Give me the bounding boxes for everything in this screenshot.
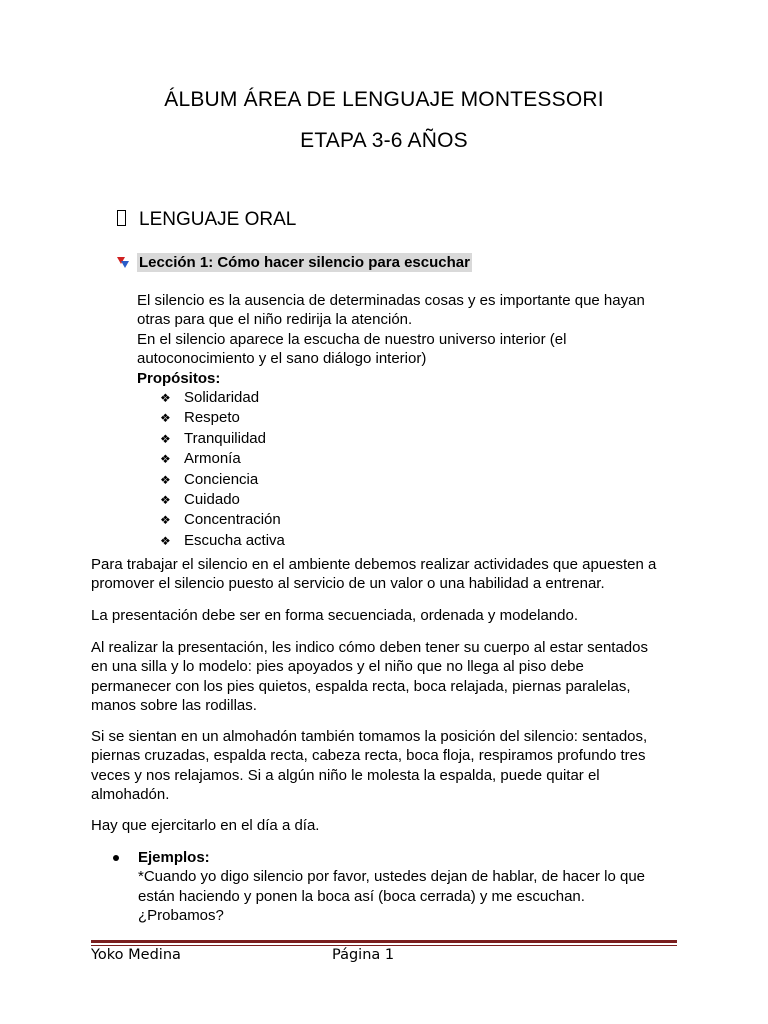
body-paragraph: Si se sientan en un almohadón también tomamos la posición del silencio: sentados, piernas cruzadas, espalda recta, cabeza recta, boca floja, respiramos profundo tres veces y nos relajamos. Si a algún niño le molesta la espalda, puede quitar el almohadón. — [91, 728, 648, 804]
intro-line: En el silencio aparece la escucha de nuestro universo interior (el — [137, 330, 567, 348]
list-item: ❖ Cuidado — [160, 490, 285, 510]
body-paragraph: Hay que ejercitarlo en el día a día. — [91, 817, 320, 834]
list-item: ❖ Concentración — [160, 510, 285, 530]
intro-line: otras para que el niño redirija la atención. — [137, 311, 413, 329]
list-item: ❖ Armonía — [160, 449, 285, 469]
examples-label: Ejemplos: — [138, 849, 210, 866]
diamond-icon: ❖ — [160, 452, 171, 467]
diamond-icon: ❖ — [160, 513, 171, 528]
purposes-list — [160, 388, 285, 551]
intro-line: autoconocimiento y el sano diálogo interior) — [137, 350, 427, 368]
document-title: ÁLBUM ÁREA DE LENGUAJE MONTESSORI — [164, 88, 604, 111]
body-paragraph: Para trabajar el silencio en el ambiente debemos realizar actividades que apuesten a promover el silencio puesto al servicio de un valor o una habilidad a entrenar. — [91, 556, 657, 593]
example-line: *Cuando yo digo silencio por favor, ustedes dejan de hablar, de hacer lo que — [138, 868, 646, 886]
example-line: están haciendo y ponen la boca así (boca cerrada) y me escuchan. — [138, 887, 585, 905]
footer-rule — [91, 940, 677, 943]
diamond-icon: ❖ — [160, 391, 171, 405]
list-item: ❖ Tranquilidad — [160, 429, 285, 449]
bullet-dot — [113, 855, 119, 861]
box-glyph-icon — [117, 210, 126, 226]
list-item: ❖ Escucha activa — [160, 531, 285, 551]
lesson-title: Lección 1: Cómo hacer silencio para escuchar — [139, 254, 470, 271]
section-heading — [117, 209, 296, 231]
document-subtitle: ETAPA 3-6 AÑOS — [300, 129, 468, 152]
body-paragraph: Al realizar la presentación, les indico cómo deben tener su cuerpo al estar sentados en una silla y lo modelo: pies apoyados y el niño que no llega al piso debe permanecer con los pies quietos, espalda recta, boca relajada, piernas paralelas, manos sobre las rodillas. — [91, 639, 648, 715]
lesson-heading — [115, 254, 472, 271]
diamond-icon: ❖ — [160, 431, 171, 446]
intro-block — [137, 291, 697, 388]
list-item: ❖ Respeto — [160, 408, 285, 428]
footer-rule — [91, 945, 677, 946]
footer-page-number: Página 1 — [332, 947, 395, 963]
diamond-icon: ❖ — [160, 411, 171, 426]
examples-block — [113, 848, 673, 926]
footer-author: Yoko Medina — [91, 947, 181, 963]
down-arrows-icon — [115, 255, 129, 269]
list-item: ❖ Conciencia — [160, 470, 285, 490]
diamond-icon: ❖ — [160, 533, 171, 548]
purposes-label: Propósitos: — [137, 369, 221, 387]
list-item: ❖ Solidaridad — [160, 388, 285, 408]
diamond-icon: ❖ — [160, 493, 171, 508]
diamond-icon: ❖ — [160, 472, 171, 487]
intro-line: El silencio es la ausencia de determinadas cosas y es importante que hayan — [137, 292, 645, 309]
body-paragraph: La presentación debe ser en forma secuenciada, ordenada y modelando. — [91, 607, 578, 624]
example-line: ¿Probamos? — [138, 907, 224, 925]
section-heading-label: LENGUAJE ORAL — [139, 209, 297, 230]
